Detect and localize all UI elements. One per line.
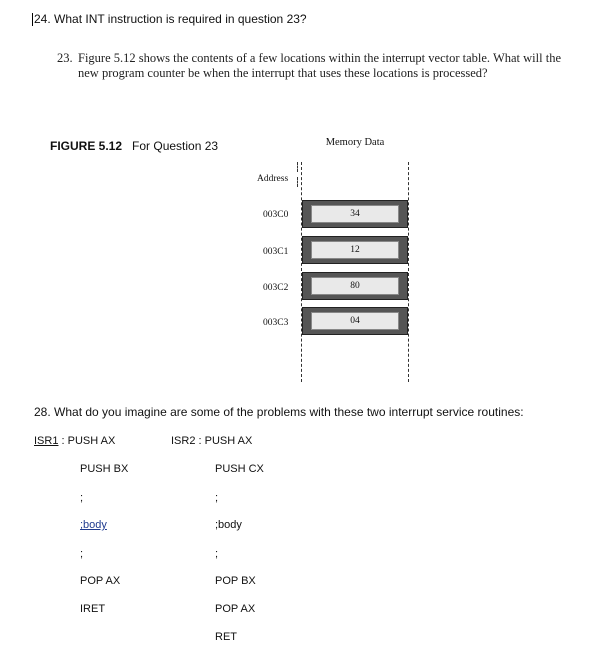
dashed-line-short — [297, 177, 298, 187]
address-cell: 003C2 — [263, 283, 289, 293]
question-28: 28. What do you imagine are some of the problems with these two interrupt service routines: — [34, 405, 524, 419]
question-23-text: Figure 5.12 shows the contents of a few locations within the interrupt vector table. What will the new program counter be when the interrupt that uses these locations is processed? — [78, 51, 561, 80]
question-23 — [57, 51, 577, 81]
isr1-label — [34, 435, 115, 447]
isr2-line: RET — [215, 631, 237, 643]
memory-cell — [302, 200, 408, 228]
isr1-name: ISR1 — [34, 435, 59, 447]
isr1-line: IRET — [80, 603, 106, 615]
isr2-line: ; — [215, 492, 219, 504]
question-24 — [34, 12, 307, 26]
dashed-line-short — [297, 162, 298, 172]
isr1-line: ; — [80, 492, 84, 504]
isr2-line: ; — [215, 548, 219, 560]
isr2-line: PUSH CX — [215, 463, 264, 475]
question-24-text: 24. What INT instruction is required in question 23? — [34, 12, 307, 26]
text-cursor — [32, 13, 33, 26]
memory-value: 80 — [311, 277, 399, 295]
isr1-line: PUSH BX — [80, 463, 129, 475]
figure-caption: For Question 23 — [132, 139, 219, 153]
memory-cell — [302, 236, 408, 264]
dashed-line-right — [408, 162, 409, 382]
memory-value: 04 — [311, 312, 399, 330]
figure-number: FIGURE 5.12 — [50, 139, 123, 153]
memory-cell — [302, 307, 408, 335]
memory-value: 34 — [311, 205, 399, 223]
address-cell: 003C3 — [263, 318, 289, 328]
isr2-line: POP AX — [215, 603, 256, 615]
address-cell: 003C0 — [263, 210, 289, 220]
isr2-body-comment: ;body — [215, 519, 242, 531]
address-cell: 003C1 — [263, 247, 289, 257]
memory-data-header: Memory Data — [325, 137, 385, 148]
isr1-first-instruction: : PUSH AX — [58, 435, 116, 447]
address-header: Address — [257, 174, 289, 184]
question-23-number: 23. — [57, 51, 73, 65]
memory-value: 12 — [311, 241, 399, 259]
isr2-label: ISR2 : PUSH AX — [171, 435, 253, 447]
isr1-body-comment: ;body — [80, 519, 107, 531]
memory-cell — [302, 272, 408, 300]
figure-label — [50, 139, 218, 153]
isr1-line: ; — [80, 548, 84, 560]
isr1-line: POP AX — [80, 575, 121, 587]
isr2-line: POP BX — [215, 575, 256, 587]
